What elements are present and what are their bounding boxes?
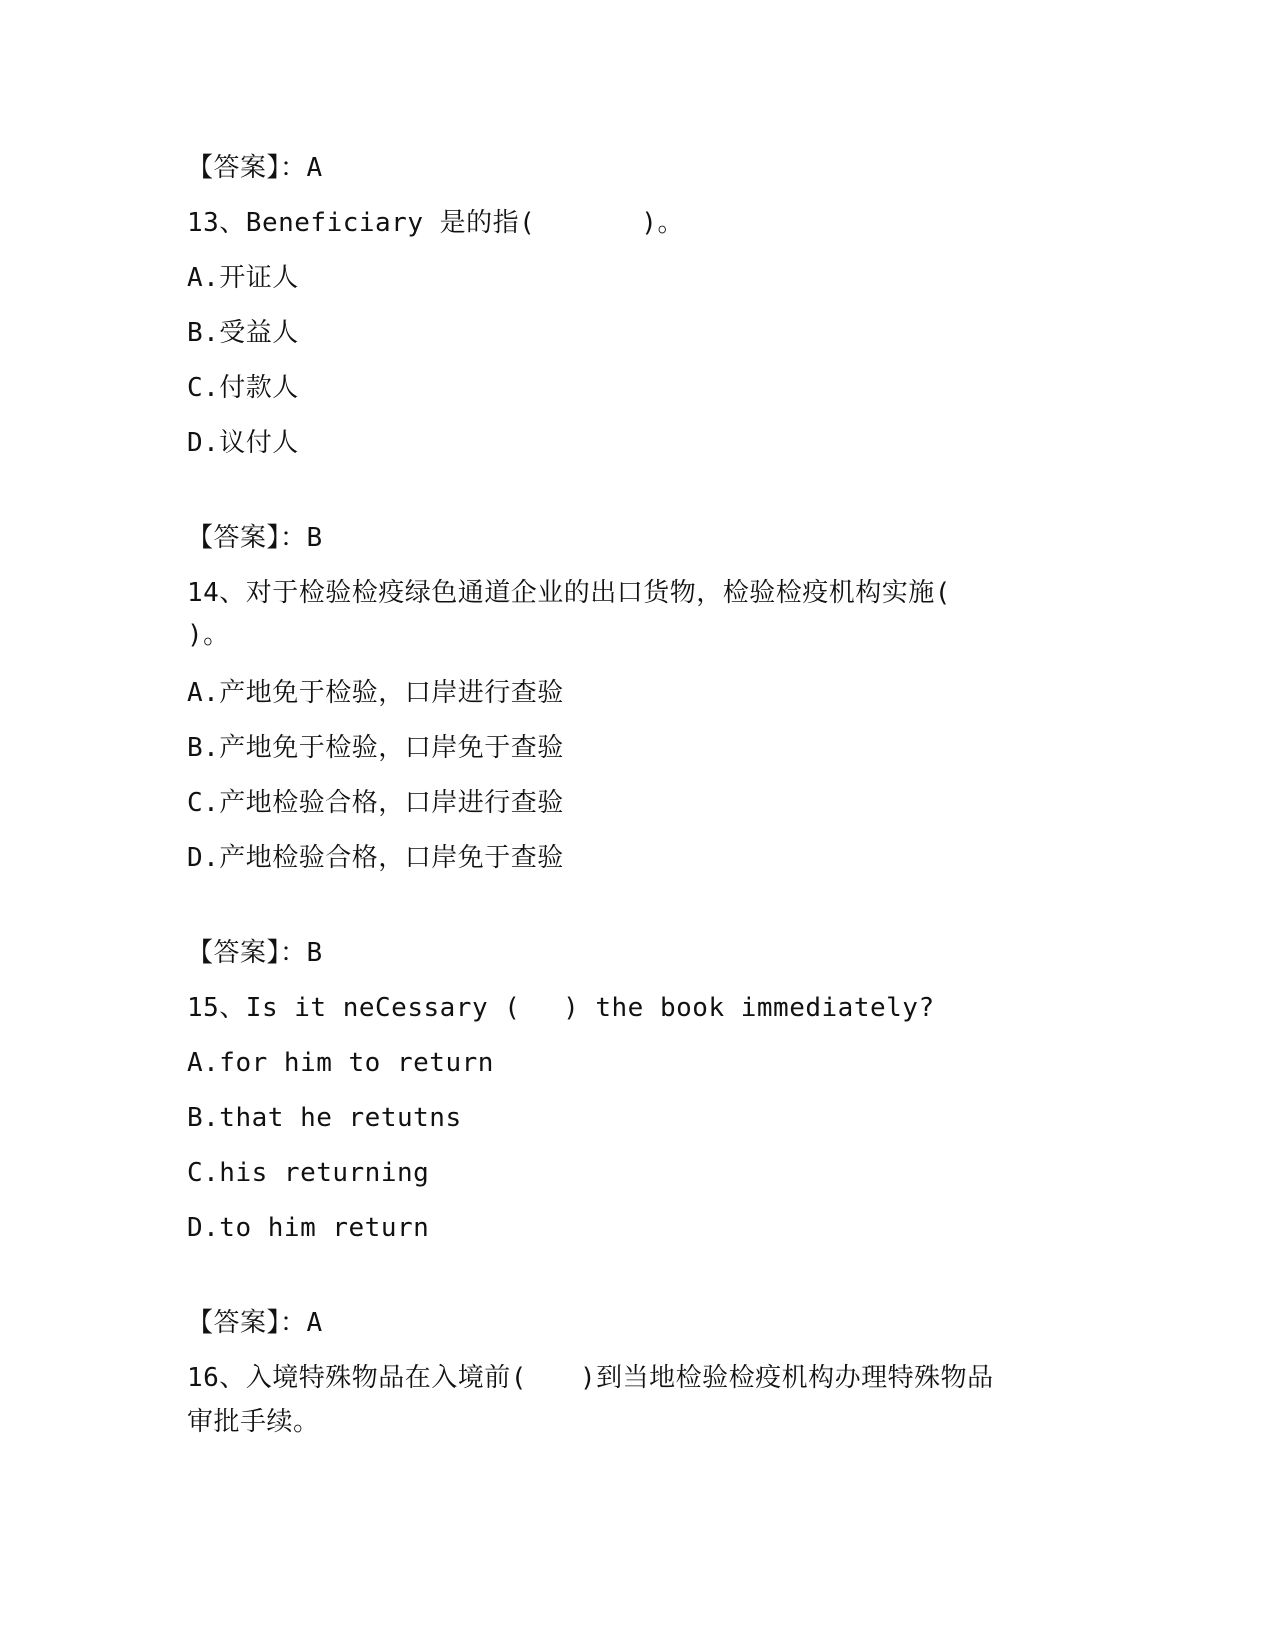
option-15-b: B.that he retutns	[187, 1103, 462, 1133]
answer-line-14: 【答案】：B	[187, 938, 323, 968]
question-13: 13、Beneficiary 是的指( )。	[187, 208, 684, 238]
option-13-a: A.开证人	[187, 263, 299, 293]
option-15-d: D.to him return	[187, 1213, 430, 1243]
option-13-b: B.受益人	[187, 318, 299, 348]
option-14-b: B.产地免于检验，口岸免于查验	[187, 733, 564, 763]
option-15-c: C.his returning	[187, 1158, 430, 1188]
option-15-a: A.for him to return	[187, 1048, 494, 1078]
option-13-d: D.议付人	[187, 428, 299, 458]
option-14-c: C.产地检验合格，口岸进行查验	[187, 788, 564, 818]
question-16: 16、入境特殊物品在入境前( )到当地检验检疫机构办理特殊物品	[187, 1363, 994, 1393]
answer-line-15: 【答案】：A	[187, 1308, 323, 1338]
question-14: 14、对于检验检疫绿色通道企业的出口货物，检验检疫机构实施(	[187, 578, 951, 608]
answer-line-12: 【答案】：A	[187, 153, 323, 183]
answer-line-13: 【答案】：B	[187, 523, 323, 553]
question-16-continued: 审批手续。	[187, 1407, 320, 1437]
question-14-continued: )。	[187, 620, 230, 650]
option-14-d: D.产地检验合格，口岸免于查验	[187, 843, 564, 873]
option-13-c: C.付款人	[187, 373, 299, 403]
question-15: 15、Is it neCessary ( ) the book immediately?	[187, 993, 935, 1023]
option-14-a: A.产地免于检验，口岸进行查验	[187, 678, 564, 708]
